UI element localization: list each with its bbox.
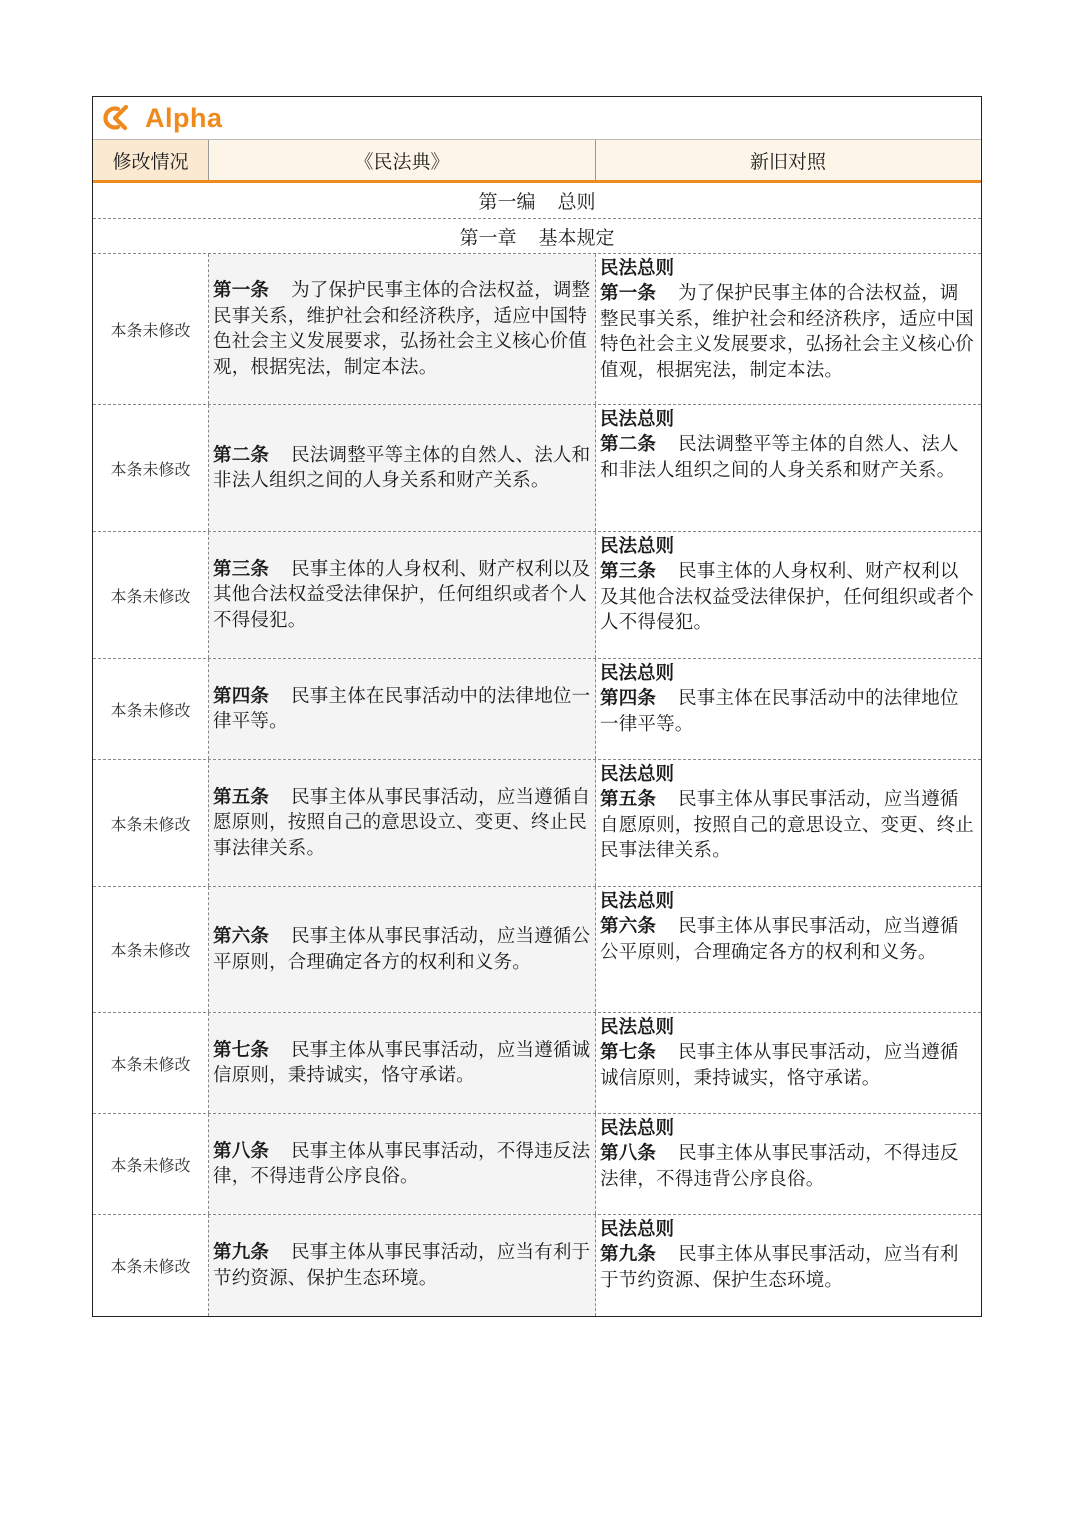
comparison-cell — [596, 1013, 980, 1113]
compare-article — [600, 281, 976, 383]
civil-code-cell — [209, 1013, 596, 1113]
article-text: 民事主体的人身权利、财产权利以及其他合法权益受法律保护，任何组织或者个人不得侵犯。 — [213, 558, 591, 631]
civil-code-cell — [209, 1114, 596, 1214]
compare-source: 民法总则 — [600, 764, 675, 785]
article-rows — [93, 254, 981, 1316]
part-name: 总则 — [557, 191, 596, 213]
status-text: 本条未修改 — [110, 1054, 191, 1074]
article-text: 民法调整平等主体的自然人、法人和非法人组织之间的人身关系和财产关系。 — [213, 444, 591, 491]
compare-article — [600, 1141, 976, 1192]
compare-article-number: 第五条 — [600, 789, 657, 810]
compare-source: 民法总则 — [600, 536, 675, 557]
compare-article-text: 民事主体从事民事活动，不得违反法律，不得违背公序良俗。 — [600, 1143, 959, 1190]
status-cell — [93, 1013, 209, 1113]
civil-code-article — [213, 1038, 591, 1089]
article-number: 第七条 — [213, 1039, 270, 1061]
comparison-cell — [596, 405, 980, 531]
compare-source: 民法总则 — [600, 409, 675, 430]
table-row — [93, 532, 981, 659]
status-text: 本条未修改 — [110, 1155, 191, 1175]
status-text: 本条未修改 — [110, 459, 191, 479]
civil-code-cell — [209, 659, 596, 759]
table-row — [93, 887, 981, 1013]
status-text: 本条未修改 — [110, 1257, 191, 1276]
comparison-cell — [596, 760, 980, 886]
civil-code-cell — [209, 254, 596, 404]
compare-article-text: 为了保护民事主体的合法权益，调整民事关系，维护社会和经济秩序，适应中国特色社会主义发展要求，弘扬社会主义核心价值观，根据宪法，制定本法。 — [600, 283, 975, 381]
compare-article-number: 第四条 — [600, 688, 657, 709]
civil-code-article — [213, 278, 591, 380]
compare-article-number: 第九条 — [600, 1244, 657, 1265]
status-cell — [93, 1114, 209, 1214]
header-status: 修改情况 — [93, 140, 209, 180]
comparison-table — [92, 96, 982, 1317]
compare-article — [600, 559, 976, 636]
compare-article — [600, 1242, 976, 1293]
table-row — [93, 405, 981, 532]
comparison-cell — [596, 659, 980, 759]
chapter-name: 基本规定 — [538, 226, 615, 249]
article-number: 第九条 — [213, 1242, 270, 1263]
compare-source: 民法总则 — [600, 663, 675, 684]
compare-source: 民法总则 — [600, 891, 675, 912]
status-text: 本条未修改 — [110, 814, 191, 834]
civil-code-cell — [209, 532, 596, 658]
table-row — [93, 659, 981, 760]
compare-article — [600, 432, 976, 483]
status-cell — [93, 659, 209, 759]
status-cell — [93, 254, 209, 404]
brand-name: Alpha — [145, 102, 223, 133]
article-number: 第五条 — [213, 786, 270, 808]
compare-article — [600, 686, 976, 737]
civil-code-article — [213, 557, 591, 634]
compare-article-number: 第一条 — [600, 283, 657, 304]
compare-source: 民法总则 — [600, 1219, 675, 1240]
status-cell — [93, 1215, 209, 1316]
status-text: 本条未修改 — [110, 586, 191, 606]
compare-article-number: 第六条 — [600, 916, 657, 937]
comparison-cell — [596, 254, 980, 404]
civil-code-article — [213, 443, 591, 494]
article-number: 第四条 — [213, 685, 270, 707]
comparison-cell — [596, 887, 980, 1012]
compare-article-text: 民事主体从事民事活动，应当遵循自愿原则，按照自己的意思设立、变更、终止民事法律关系。 — [600, 789, 975, 861]
part-label: 第一编 — [478, 191, 536, 213]
status-text: 本条未修改 — [110, 700, 191, 720]
comparison-cell — [596, 1114, 980, 1214]
compare-article — [600, 914, 976, 965]
compare-source: 民法总则 — [600, 258, 675, 279]
table-row — [93, 760, 981, 887]
chapter-label: 第一章 — [459, 226, 517, 249]
compare-article-number: 第二条 — [600, 434, 657, 455]
article-number: 第二条 — [213, 444, 270, 466]
article-number: 第三条 — [213, 558, 270, 580]
comparison-cell — [596, 1215, 980, 1316]
article-text: 为了保护民事主体的合法权益，调整民事关系，维护社会和经济秩序，适应中国特色社会主义发展要求，弘扬社会主义核心价值观，根据宪法，制定本法。 — [213, 280, 591, 378]
article-number: 第六条 — [213, 926, 270, 947]
compare-article-text: 民事主体从事民事活动，应当遵循公平原则，合理确定各方的权利和义务。 — [600, 916, 959, 963]
table-row — [93, 1215, 981, 1316]
compare-source: 民法总则 — [600, 1017, 675, 1038]
compare-article-text: 民事主体从事民事活动，应当有利于节约资源、保护生态环境。 — [600, 1244, 959, 1291]
article-text: 民事主体从事民事活动，应当遵循自愿原则，按照自己的意思设立、变更、终止民事法律关系。 — [213, 786, 591, 859]
table-row — [93, 1114, 981, 1215]
compare-article — [600, 1040, 976, 1091]
compare-article-number: 第七条 — [600, 1042, 657, 1063]
article-text: 民事主体从事民事活动，应当遵循公平原则，合理确定各方的权利和义务。 — [213, 926, 591, 973]
status-cell — [93, 760, 209, 886]
compare-source: 民法总则 — [600, 1118, 675, 1139]
compare-article-text: 民事主体在民事活动中的法律地位一律平等。 — [600, 688, 959, 735]
civil-code-cell — [209, 887, 596, 1012]
article-number: 第八条 — [213, 1140, 270, 1162]
status-text: 本条未修改 — [110, 941, 191, 960]
brand-header — [93, 97, 981, 140]
civil-code-cell — [209, 1215, 596, 1316]
article-text: 民事主体从事民事活动，不得违反法律，不得违背公序良俗。 — [213, 1140, 591, 1187]
part-title — [93, 183, 981, 219]
comparison-cell — [596, 532, 980, 658]
civil-code-cell — [209, 405, 596, 531]
article-text: 民事主体从事民事活动，应当有利于节约资源、保护生态环境。 — [213, 1242, 591, 1289]
status-cell — [93, 532, 209, 658]
alpha-logo-icon — [101, 104, 131, 132]
status-cell — [93, 405, 209, 531]
compare-article-number: 第八条 — [600, 1143, 657, 1164]
table-row — [93, 254, 981, 405]
status-text: 本条未修改 — [110, 320, 191, 340]
compare-article-text: 民事主体从事民事活动，应当遵循诚信原则，秉持诚实，恪守承诺。 — [600, 1042, 959, 1089]
table-header — [93, 140, 981, 183]
civil-code-article — [213, 924, 591, 975]
status-cell — [93, 887, 209, 1012]
header-civil-code: 《民法典》 — [209, 140, 596, 180]
compare-article-text: 民法调整平等主体的自然人、法人和非法人组织之间的人身关系和财产关系。 — [600, 434, 959, 481]
civil-code-cell — [209, 760, 596, 886]
civil-code-article — [213, 1240, 591, 1291]
article-text: 民事主体在民事活动中的法律地位一律平等。 — [213, 685, 591, 732]
article-number: 第一条 — [213, 280, 270, 301]
compare-article — [600, 787, 976, 864]
article-text: 民事主体从事民事活动，应当遵循诚信原则，秉持诚实，恪守承诺。 — [213, 1039, 591, 1086]
header-comparison: 新旧对照 — [596, 140, 980, 180]
civil-code-article — [213, 684, 591, 735]
compare-article-number: 第三条 — [600, 561, 657, 582]
civil-code-article — [213, 785, 591, 862]
civil-code-article — [213, 1139, 591, 1190]
table-row — [93, 1013, 981, 1114]
chapter-title — [93, 219, 981, 254]
compare-article-text: 民事主体的人身权利、财产权利以及其他合法权益受法律保护，任何组织或者个人不得侵犯。 — [600, 561, 975, 633]
